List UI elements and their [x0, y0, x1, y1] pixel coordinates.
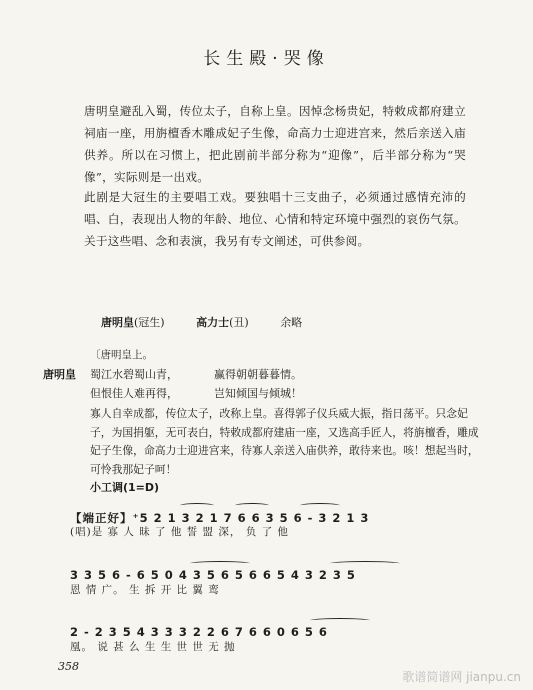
slur-mark — [310, 618, 370, 623]
page-title: 长生殿·哭像 — [203, 49, 330, 69]
cast-role-2: (丑) — [229, 316, 249, 329]
slur-mark — [180, 503, 214, 508]
lyric-row-3: 凰。 说 甚 么 生 生 世 世 无 抛 — [70, 641, 236, 653]
cast-name-1: 唐明皇 — [101, 316, 134, 329]
slur-mark — [300, 503, 340, 508]
cast-item-2 — [196, 314, 249, 330]
stage-direction: 〔唐明皇上。 — [90, 349, 153, 361]
spoken-monologue: 寡人自幸成都，传位太子，改称上皇。喜得郭子仪兵威大振，指日荡平。只念妃子，为国捐躯，无可表白，特敕成都府建庙一座，又选高手匠人，将旃檀香，雕成妃子生像，命高力士迎进宫来，待寡人亲送入庙供养，敢待来也。咳！想起当时，可怜我那妃子呵！ — [90, 407, 479, 476]
verse-line-2 — [90, 385, 302, 401]
verse-1-first: 蜀江水碧蜀山青， — [90, 368, 178, 381]
cast-list — [101, 314, 302, 330]
slur-mark — [235, 503, 269, 508]
verse-line-1 — [90, 366, 302, 382]
slur-mark — [330, 561, 400, 566]
speaker-label: 唐明皇 — [43, 368, 76, 381]
intro-paragraph-1: 唐明皇避乱入蜀，传位太子，自称上皇。因悼念杨贵妃，特敕成都府建立祠庙一座，用旃檀香木雕成妃子生像，命高力士迎进宫来，然后亲送入庙供养。所以在习惯上，把此剧前半部分称为“迎像”，后半部分称为“哭像”，实际则是一出戏。 — [84, 104, 466, 184]
verse-2-first: 但恨佳人难再得， — [90, 387, 178, 400]
notation-row-2: 3 3 5 6 - 6 5 0 4 3 5 6 5 6 6 5 4 3 2 3 5 — [70, 568, 356, 582]
cast-item-1 — [101, 314, 165, 330]
cast-role-1: (冠生) — [134, 316, 165, 329]
key-signature: 小工调(1=D) — [90, 481, 160, 494]
lyric-row-2: 恩 情 广。 生 拆 开 比 翼 鸾 — [70, 584, 220, 596]
notation-row-1: 【端正好】⁺5 2 1 3 2 1 7 6 6 3 5 6 - 3 2 1 3 — [70, 511, 370, 525]
verse-2-second: 岂知倾国与倾城！ — [214, 387, 302, 400]
verse-1-second: 赢得朝朝暮暮情。 — [214, 368, 302, 381]
page-number: 358 — [58, 660, 79, 673]
intro-paragraph-2: 此剧是大冠生的主要唱工戏。要独唱十三支曲子，必须通过感情充沛的唱、白，表现出人物的年龄、地位、心情和特定环境中强烈的哀伤气氛。关于这些唱、念和表演，我另有专文阐述，可供参阅。 — [84, 190, 466, 248]
lyric-row-1: (唱)是 寡 人 昧 了 他 誓 盟 深， 负 了 他 — [70, 526, 289, 538]
slur-mark — [190, 561, 250, 566]
watermark: 歌谱简谱网 jianpu.cn — [402, 670, 521, 684]
notation-row-3: 2 - 2 3 5 4 3 3 3 2 2 6 7 6 6 0 6 5 6 — [70, 625, 328, 639]
cast-name-2: 高力士 — [196, 316, 230, 329]
cast-item-3: 余略 — [280, 316, 303, 329]
